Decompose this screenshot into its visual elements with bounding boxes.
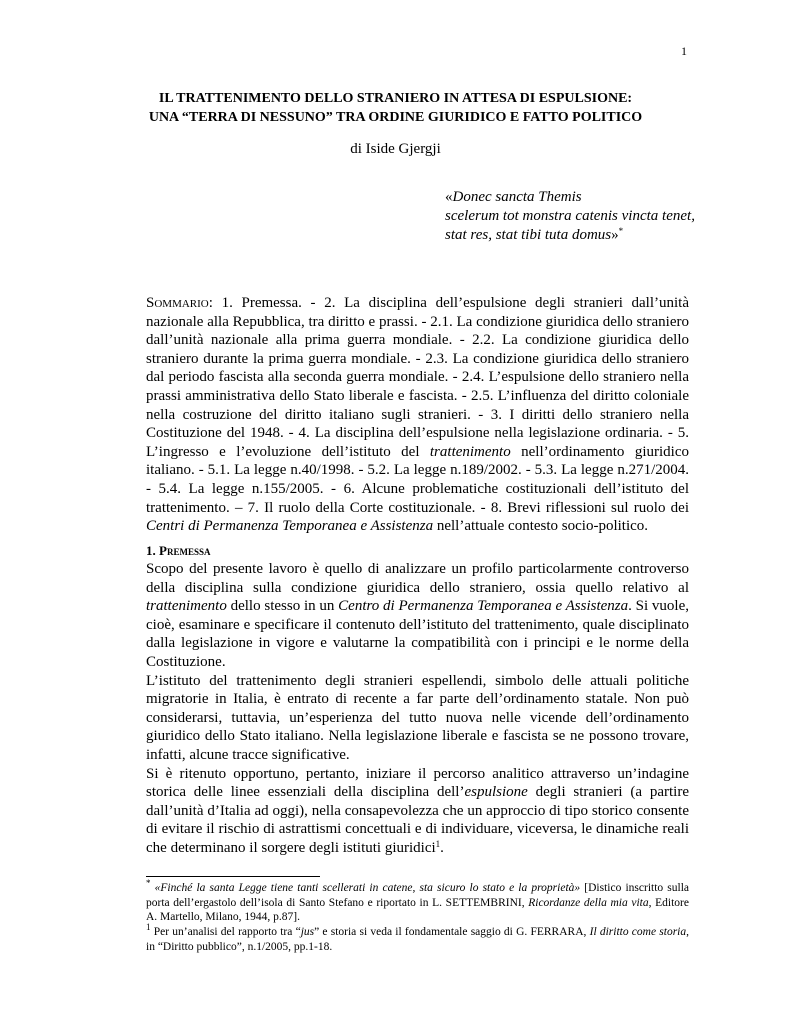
footnote-star-text-1: [Distico inscritto sulla porta dell’ergastolo dell’isola di Santo Stefano e riportato in L. SETTEMBRINI, bbox=[146, 882, 690, 909]
summary bbox=[146, 294, 689, 536]
footnote-1-text-3: , in “Diritto pubblico”, n.1/2005, pp.1-18. bbox=[146, 926, 689, 953]
summary-text-2: nell’ordinamento giuridico italiano. - 5.1. La legge n.40/1998. - 5.2. La legge n.189/2002. - 5.3. La legge n.271/2004. - 5.4. La legge n.155/2005. - 6. Alcune problematiche costituzionali dell’istituto del trattenimento. – 7. Il ruolo della Corte costituzionale. - 8. Brevi riflessioni sul ruolo dei bbox=[146, 443, 689, 516]
p1-text-3: . Si vuole, cioè, esaminare e specificare il contenuto dell’istituto del trattenimento, quale disciplinato dalla legislazione in vigore e valutarne la compatibilità con i principi e le norme della Costituzione. bbox=[146, 598, 689, 670]
p3-text-1: Si è ritenuto opportuno, pertanto, iniziare il percorso analitico attraverso un’indagine storica delle linee essenziali della disciplina dell’ bbox=[146, 765, 689, 801]
paragraph-3 bbox=[146, 765, 689, 858]
section-heading bbox=[146, 543, 210, 559]
epigraph-open-quote: « bbox=[445, 189, 453, 205]
footnote-1 bbox=[146, 922, 689, 954]
summary-italic-1: trattenimento bbox=[429, 443, 511, 460]
page-title bbox=[0, 89, 791, 127]
section-heading-label: remessa bbox=[166, 543, 211, 558]
p3-text-2: degli stranieri (a partire dall’unità d’Italia ad oggi), nella consapevolezza che un approccio di tipo storico consente di evitare il rischio di astrattismi concettuali e di individuare, viceversa, le dinamiche reali che determinano il sorgere degli istituti giuridici bbox=[146, 784, 689, 856]
epigraph-line-1 bbox=[445, 188, 745, 207]
section-heading-number: 1. P bbox=[146, 543, 167, 558]
p3-end: . bbox=[440, 839, 444, 856]
paragraph-2: L’istituto del trattenimento degli stranieri espellendi, simbolo delle attuali politiche migratorie in Italia, è entrato di recente a far parte dell’ordinamento statale. Non può considerarsi, tuttavia, un’esperienza del tutto nuova nelle vicende dell’ordinamento giuridico dello Stato italiano. Nella legislazione liberale e fascista se ne possono trovare, infatti, alcune tracce significative. bbox=[146, 672, 689, 763]
epigraph-footnote-mark: * bbox=[618, 226, 624, 236]
title-line-1: IL TRATTENIMENTO DELLO STRANIERO IN ATTESA DI ESPULSIONE: bbox=[158, 91, 633, 106]
p1-italic-1: trattenimento bbox=[146, 598, 227, 615]
footnote-star-italic-2: Ricordanze della mia vita bbox=[528, 896, 649, 909]
epigraph-line-3 bbox=[445, 226, 745, 245]
author-byline: di Iside Gjergji bbox=[350, 141, 441, 157]
paragraph-1 bbox=[146, 560, 689, 672]
summary-text-3: nell’attuale contesto socio-politico. bbox=[433, 518, 649, 535]
body-text bbox=[146, 560, 689, 858]
summary-label: Sommario bbox=[146, 295, 209, 311]
p1-text-1: Scopo del presente lavoro è quello di analizzare un profilo particolarmente controverso della disciplina sulla condizione giuridica dello straniero, ossia quello relativo al bbox=[146, 561, 689, 596]
footnote-1-text-2: ” e storia si veda il fondamentale saggio di G. FERRARA, bbox=[314, 926, 590, 939]
epigraph-close-quote: » bbox=[611, 227, 619, 243]
title-line-2: UNA “TERRA DI NESSUNO” TRA ORDINE GIURIDICO E FATTO POLITICO bbox=[148, 110, 643, 125]
epigraph-text-1: Donec sancta Themis bbox=[452, 189, 582, 205]
p3-italic-1: espulsione bbox=[464, 784, 528, 801]
footnote-star-italic-1: «Finché la santa Legge tiene tanti scellerati in catene, sta sicuro lo stato e la proprietà» bbox=[154, 882, 581, 894]
summary-italic-2: Centri di Permanenza Temporanea e Assistenza bbox=[146, 518, 434, 535]
footnote-rule bbox=[146, 876, 320, 877]
footnote-1-italic-1: jus bbox=[300, 926, 315, 939]
footnote-1-italic-2: Il diritto come storia bbox=[589, 926, 687, 939]
epigraph bbox=[445, 188, 745, 245]
epigraph-text-2: scelerum tot monstra catenis vincta tenet, bbox=[445, 208, 695, 224]
footnote-star bbox=[146, 878, 690, 925]
footnote-1-mark: 1 bbox=[146, 922, 151, 933]
footnote-1-text-1: Per un’analisi del rapporto tra “ bbox=[150, 926, 301, 939]
p1-text-2: dello stesso in un bbox=[226, 598, 339, 615]
footnotes bbox=[146, 878, 690, 955]
epigraph-line-2 bbox=[445, 207, 745, 226]
footnote-ref-1[interactable]: 1 bbox=[435, 838, 441, 849]
summary-text-1: : 1. Premessa. - 2. La disciplina dell’espulsione degli stranieri dall’unità nazionale alla Repubblica, tra diritto e prassi. - 2.1. La condizione giuridica dello straniero dall’unità nazionale alla prima guerra mondiale. - 2.2. La condizione giuridica dello straniero durante la prima guerra mondiale. - 2.3. La condizione giuridica dello straniero dal periodo fascista alla seconda guerra mondiale. - 2.4. L’espulsione dello straniero nella prassi amministrativa dello Stato liberale e fascista. - 2.5. L’influenza del diritto coloniale nella costruzione del diritto italiano sugli stranieri. - 3. I diritti dello straniero nella Costituzione del 1948. - 4. La disciplina dell’espulsione nella legislazione ordinaria. - 5. L’ingresso e l’evoluzione dell’istituto del bbox=[146, 295, 689, 460]
footnote-star-mark: * bbox=[146, 878, 151, 888]
footnote-star-text-2: , Editore A. Martello, Milano, 1944, p.87]. bbox=[146, 896, 689, 924]
p1-italic-2: Centro di Permanenza Temporanea e Assistenza bbox=[338, 598, 629, 615]
page-number: 1 bbox=[681, 44, 687, 58]
epigraph-text-3: stat res, stat tibi tuta domus bbox=[445, 227, 612, 243]
